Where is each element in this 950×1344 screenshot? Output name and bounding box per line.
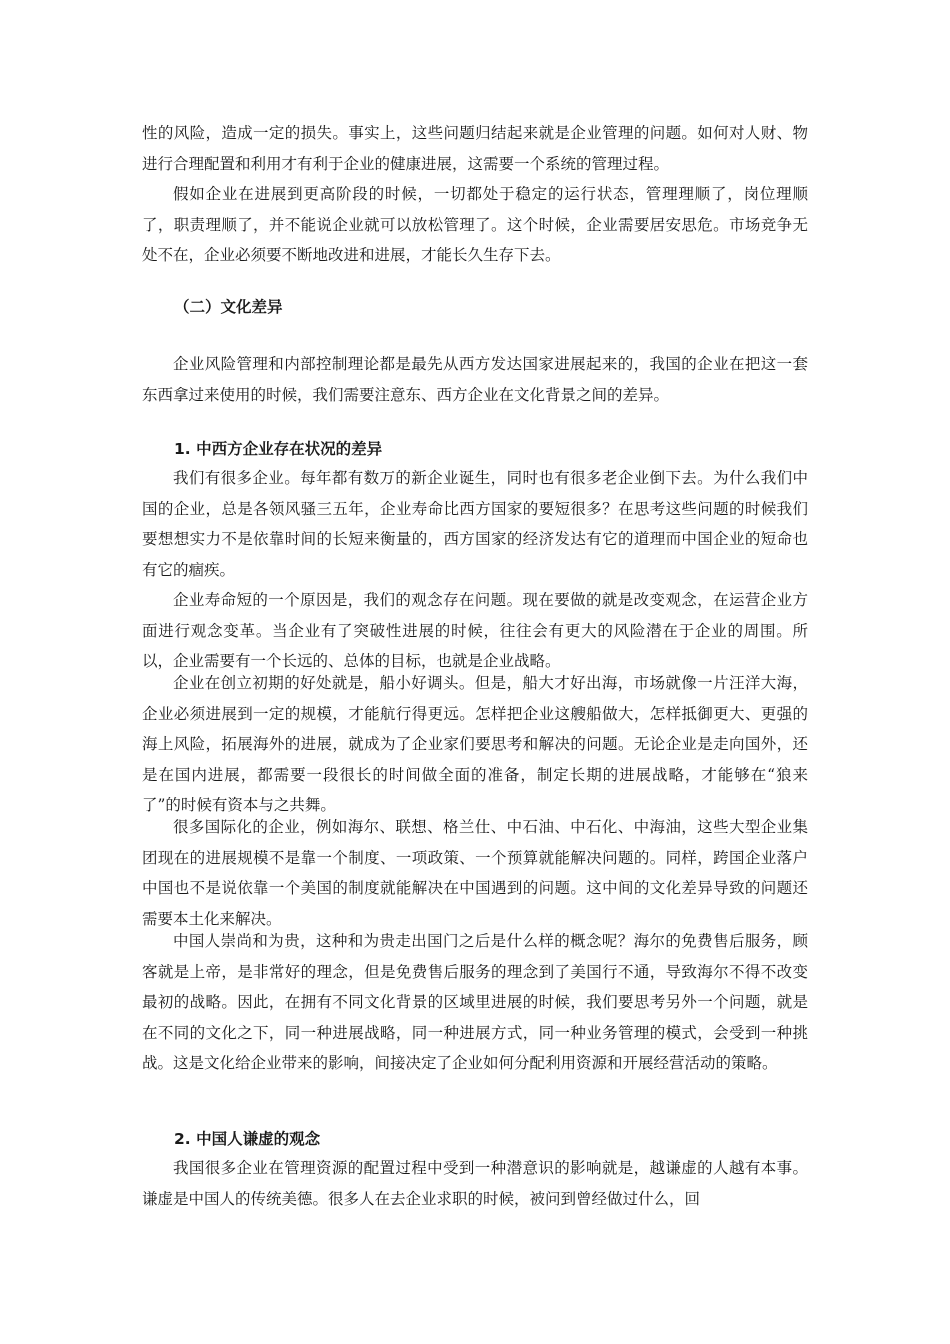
body-paragraph: 企业寿命短的一个原因是，我们的观念存在问题。现在要做的就是改变观念，在运营企业方面进行观念变革。当企业有了突破性进展的时候，往往会有更大的风险潜在于企业的周围。所以，企业需要有一个长远的、总体的目标，也就是企业战略。: [142, 591, 808, 670]
subsection-heading: 2. 中国人谦虚的观念: [174, 1130, 321, 1148]
body-paragraph: 我们有很多企业。每年都有数万的新企业诞生，同时也有很多老企业倒下去。为什么我们中国的企业，总是各领风骚三五年，企业寿命比西方国家的要短很多？在思考这些问题的时候我们要想想实力不是依靠时间的长短来衡量的，西方国家的经济发达有它的道理而中国企业的短命也有它的痼疾。: [142, 469, 808, 579]
body-paragraph: 很多国际化的企业，例如海尔、联想、格兰仕、中石油、中石化、中海油，这些大型企业集团现在的进展规模不是靠一个制度、一项政策、一个预算就能解决问题的。同样，跨国企业落户中国也不是说依靠一个美国的制度就能解决在中国遇到的问题。这中间的文化差异导致的问题还需要本土化来解决。: [142, 818, 808, 928]
section-heading: （二）文化差异: [174, 298, 283, 316]
body-paragraph: 假如企业在进展到更高阶段的时候，一切都处于稳定的运行状态，管理理顺了，岗位理顺了，职责理顺了，并不能说企业就可以放松管理了。这个时候，企业需要居安思危。市场竞争无处不在，企业必须要不断地改进和进展，才能长久生存下去。: [142, 185, 808, 264]
subsection-heading: 1. 中西方企业存在状况的差异: [174, 440, 383, 458]
body-paragraph: 企业在创立初期的好处就是，船小好调头。但是，船大才好出海，市场就像一片汪洋大海，企业必须进展到一定的规模，才能航行得更远。怎样把企业这艘船做大，怎样抵御更大、更强的海上风险，拓展海外的进展，就成为了企业家们要思考和解决的问题。无论企业是走向国外，还是在国内进展，都需要一段很长的时间做全面的准备，制定长期的进展战略，才能够在“狼来了”的时候有资本与之共舞。: [142, 674, 808, 814]
body-paragraph: 我国很多企业在管理资源的配置过程中受到一种潜意识的影响就是，越谦虚的人越有本事。谦虚是中国人的传统美德。很多人在去企业求职的时候，被问到曾经做过什么，回: [142, 1159, 808, 1208]
body-paragraph: 性的风险，造成一定的损失。事实上，这些问题归结起来就是企业管理的问题。如何对人财、物进行合理配置和利用才有利于企业的健康进展，这需要一个系统的管理过程。: [142, 124, 808, 173]
body-paragraph: 中国人崇尚和为贵，这种和为贵走出国门之后是什么样的概念呢？海尔的免费售后服务，顾客就是上帝，是非常好的理念，但是免费售后服务的理念到了美国行不通，导致海尔不得不改变最初的战略。因此，在拥有不同文化背景的区域里进展的时候，我们要思考另外一个问题，就是在不同的文化之下，同一种进展战略，同一种进展方式，同一种业务管理的模式，会受到一种挑战。这是文化给企业带来的影响，间接决定了企业如何分配利用资源和开展经营活动的策略。: [142, 932, 808, 1072]
body-paragraph: 企业风险管理和内部控制理论都是最先从西方发达国家进展起来的，我国的企业在把这一套东西拿过来使用的时候，我们需要注意东、西方企业在文化背景之间的差异。: [142, 355, 808, 404]
